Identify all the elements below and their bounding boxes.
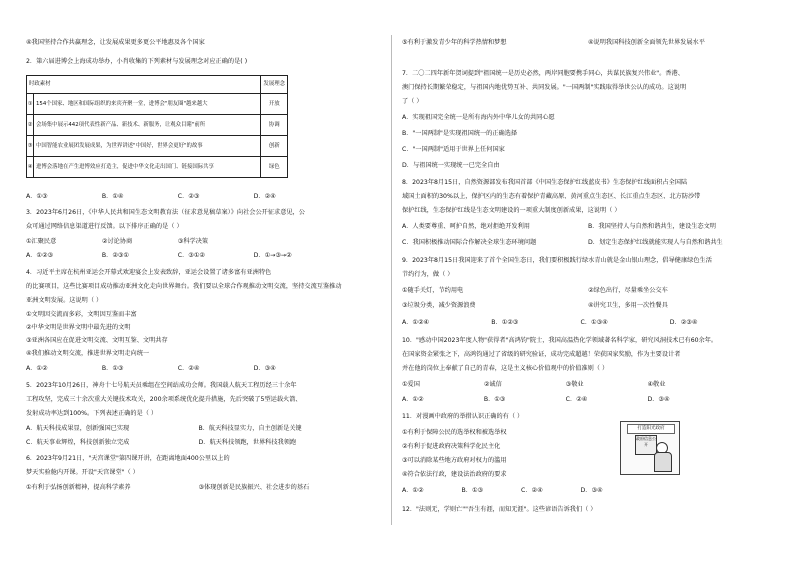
option-b[interactable]: B．②③① bbox=[101, 252, 129, 259]
option-a[interactable]: A．①② bbox=[402, 487, 424, 494]
item-1: ①爱国 bbox=[402, 381, 420, 388]
q9-stem: 9．2023年8月15日我国迎来了首个全国生态日，我们要积极践行绿水青山就是金山银山理念，倡导健康绿色生活 bbox=[402, 257, 712, 264]
table-header-cell: 时政素材 bbox=[27, 76, 261, 94]
table-cell: 进博会落地在产生进博效应打造主，促进中华文化走出国门、链接国际共享 bbox=[34, 157, 261, 178]
option-a[interactable]: A．航天科技成果显，创新强国已实现 bbox=[26, 425, 130, 432]
q9-items-row-2 bbox=[402, 302, 774, 310]
q11-item-1: ①有利于保障公民的选举权和被选举权 bbox=[402, 429, 507, 436]
option-b[interactable]: B．航天科技显实力，自主创新是关键 bbox=[198, 425, 302, 432]
item-2: ②讨论协商 bbox=[101, 238, 133, 245]
q2-options bbox=[26, 193, 371, 201]
q4-stem: 4．习近平主席在杭州亚运会开幕式欢迎宴会上发表致辞，亚运会设置了诸多富有亚洲特色 bbox=[26, 269, 272, 276]
option-c[interactable]: C．①③④ bbox=[580, 319, 608, 326]
table-cell: ② bbox=[27, 115, 34, 136]
item-1: ①随手关灯，节约用电 bbox=[402, 287, 464, 294]
option-b[interactable]: B．①③ bbox=[461, 487, 484, 494]
q10-stem-3: 并在他的岗位上奉献了自己的青春，这是主义核心价值观中的价值准则（ ） bbox=[402, 365, 609, 372]
q2-table bbox=[26, 75, 288, 178]
option-b[interactable]: B．我国坚持人与自然和谐共生，建设生态文明 bbox=[588, 223, 716, 230]
q11-item-3: ③可以消除某些地方政府对权力的滥用 bbox=[402, 457, 507, 464]
option-a[interactable]: A．人类要尊重、呵护自然，绝对拒绝开发利用 bbox=[402, 223, 530, 230]
q4-item-3: ③亚洲各国应在促进文明交流、文明互鉴、文明共存 bbox=[26, 337, 168, 344]
q3-stem: 3．2023年6月26日，《中华人民共和国生态文明教育法（征求意见稿草案）》向社会公开征求意见，公 bbox=[26, 209, 305, 216]
option-c[interactable]: C．航天事业辉煌，科技创新独立完成 bbox=[26, 439, 130, 446]
option-d[interactable]: D．航天科技领跑，世界科技我领跑 bbox=[198, 439, 297, 446]
table-cell: ④ bbox=[27, 157, 34, 178]
q7-option-b[interactable]: B．"一国两制"是实现祖国统一的正确选择 bbox=[402, 130, 518, 137]
table-cell: 协调 bbox=[261, 115, 288, 136]
table-cell: 开放 bbox=[261, 94, 288, 115]
q4-stem-2: 的比赛项目，这些比赛项目成功推动亚洲文化走向世界舞台。我们要以全球合作观推动文明交流，坚持交流互鉴推动 bbox=[26, 283, 342, 290]
q2-stem: 2．第六届进博会上海成功举办，小肖收集的下列素材与发展理念对应正确的是( ) bbox=[26, 58, 248, 65]
option-b[interactable]: B．①③ bbox=[101, 365, 124, 372]
q4-stem-3: 亚洲文明发展。这说明（ ） bbox=[26, 297, 103, 304]
q8-stem-2: 域国土面积的30%以上，保护区内的生态有着保护青藏高原、黄河重点生态区、长江重点生态区、北方防沙带 bbox=[402, 193, 701, 200]
q7-option-c[interactable]: C．"一国两制"适用于世界上任何国家 bbox=[402, 146, 505, 153]
person-body-icon bbox=[654, 452, 672, 472]
q3-options bbox=[26, 252, 371, 260]
option-c[interactable]: C．②④ bbox=[521, 487, 543, 494]
option-d[interactable]: D．③④ bbox=[580, 487, 603, 494]
option-b[interactable]: B．①②③ bbox=[491, 319, 519, 326]
q11-item-2: ②有利于促进政府决策科学化民主化 bbox=[402, 443, 501, 450]
option-d[interactable]: D．③④ bbox=[253, 365, 276, 372]
table-cell: ① bbox=[27, 94, 34, 115]
q6-stem-2: 梦天实验舱内开课。开设"天宫课堂"（ ） bbox=[26, 469, 139, 476]
q5-options-row-2 bbox=[26, 439, 371, 447]
table-cell: ③ bbox=[27, 136, 34, 157]
q5-stem: 5．2023年10月26日，神舟十七号航天员乘组在空间站成功会师。我国载人航天工程历经三十余年 bbox=[26, 382, 297, 389]
q11-item-4: ④符合依法行政，建设法治政府的要求 bbox=[402, 471, 507, 478]
q5-stem-3: 发射成功率达到100%。下列表述正确的是（ ） bbox=[26, 410, 158, 417]
option-b[interactable]: B．①③ bbox=[483, 396, 506, 403]
option-d[interactable]: D．③④ bbox=[647, 396, 670, 403]
table-cell: 中国智能农业展团发展成果，为世界讲述"中国好，世界会更好"的故事 bbox=[34, 136, 261, 157]
item-3: ③体现创新是民族振兴、社会进步的基石 bbox=[198, 484, 310, 491]
q6-items bbox=[26, 484, 371, 492]
q7-stem: 7．二〇二四年新年贺词提到"祖国统一是历史必然，两岸同胞要携手同心，共谋民族复兴伟业"。香港、 bbox=[402, 70, 684, 77]
item-3: ③垃圾分类，减少资源浪费 bbox=[402, 302, 476, 309]
q8-stem: 8．2023年8月15日，自然资源部发布我国首部《中国生态保护红线蓝皮书》生态保护红线面积占全国陆 bbox=[402, 179, 688, 186]
option-d[interactable]: D．②③④ bbox=[669, 319, 698, 326]
item-4: ④讲究卫生，多用一次性餐具 bbox=[588, 302, 668, 309]
q5-options-row-1 bbox=[26, 425, 371, 433]
cartoon-caption: 打造阳光政府 bbox=[627, 424, 675, 434]
option-c[interactable]: C．②③ bbox=[177, 193, 200, 200]
option-a[interactable]: A．①③ bbox=[26, 193, 48, 200]
q4-item-1: ①文明因交流而多彩，文明因互鉴而丰富 bbox=[26, 311, 137, 318]
table-header-cell: 发展理念 bbox=[261, 76, 288, 94]
option-a[interactable]: A．①② bbox=[26, 365, 48, 372]
item-3: ③科学决策 bbox=[177, 238, 209, 245]
q1-option-4: ④我国坚持合作共赢理念，让发展成果更多更公平地惠及各个国家 bbox=[26, 39, 205, 46]
item-2: ⑤有利于激发青少年的科学热情和梦想 bbox=[402, 39, 507, 46]
option-a[interactable]: A．①②③ bbox=[26, 252, 54, 259]
q12-stem: 12．"法则无，学则亡""吾生有涯，而知无涯"。这些谚语告诉我们（ ） bbox=[402, 506, 597, 513]
option-c[interactable]: C．②④ bbox=[177, 365, 200, 372]
item-4: ④敬业 bbox=[647, 381, 666, 388]
q7-option-d[interactable]: D．与祖国统一实现统一已完全自由 bbox=[402, 162, 500, 169]
option-a[interactable]: A．①② bbox=[402, 396, 424, 403]
option-a[interactable]: A．①②④ bbox=[402, 319, 430, 326]
column-divider bbox=[391, 35, 392, 525]
q10-stem: 10．"感动中国2023年度人物"获得者"高鸿钧"院士，我国高温热化学领域著名科学家，研究风洞技术已有60余年。 bbox=[402, 337, 718, 344]
table-cell: 154个国家、地区和国际组织的来宾齐聚一堂，进博会"朋友圈"越来越大 bbox=[34, 94, 261, 115]
government-cartoon bbox=[620, 421, 680, 475]
item-2: ②诚信 bbox=[483, 381, 502, 388]
q7-option-a[interactable]: A．实现祖国完全统一是所有海内外中华儿女的共同心愿 bbox=[402, 114, 555, 121]
q11-stem: 11．对漫画中政府的举措认识正确的有（ ） bbox=[402, 413, 524, 420]
q10-options bbox=[402, 396, 774, 404]
q11-options bbox=[402, 487, 774, 495]
option-d[interactable]: D．划定生态保护红线就能实现人与自然和谐共生 bbox=[588, 239, 723, 246]
q6-stem: 6．2023年9月21日，"天宫课堂"第四课开讲，在距离地面400公里以上的 bbox=[26, 455, 230, 462]
cartoon-screen: 政府信息公开 bbox=[635, 435, 657, 455]
q10-items bbox=[402, 381, 774, 389]
q3-items bbox=[26, 238, 371, 246]
item-3: ③敬业 bbox=[565, 381, 584, 388]
item-4: ④说明我国科技创新全面领先世界发展水平 bbox=[588, 39, 705, 46]
q4-options bbox=[26, 365, 371, 373]
table-row bbox=[27, 115, 288, 136]
option-d[interactable]: D．①→③→② bbox=[253, 252, 292, 259]
q7-stem-3: 了（ ） bbox=[402, 98, 423, 105]
item-1: ①汇聚民意 bbox=[26, 238, 57, 245]
option-b[interactable]: B．①④ bbox=[101, 193, 124, 200]
q8-stem-3: 保护红线，生态保护红线是生态文明建设的一项重大制度创新成果，这说明（ ） bbox=[402, 207, 621, 214]
table-cell: 创新 bbox=[261, 136, 288, 157]
table-row bbox=[27, 94, 288, 115]
table-cell: 会场集中展示442项代表性新产品、新技术、新服务，让观众目睹"前所 bbox=[34, 115, 261, 136]
q4-item-2: ②中华文明是世界文明中最先进的文明 bbox=[26, 324, 131, 331]
table-header-row bbox=[27, 76, 288, 94]
q10-stem-2: 在国家资金紧张之下，高鸿钧通过了省级的研究验证，成功完成超越！荣获国家奖励，作为主要设计者 bbox=[402, 351, 681, 358]
option-c[interactable]: C．②④ bbox=[565, 396, 588, 403]
item-1: ①有利于弘扬创新精神，提高科学素养 bbox=[26, 484, 131, 491]
q8-options-row-1 bbox=[402, 223, 774, 231]
q8-options-row-2 bbox=[402, 239, 774, 247]
q5-stem-2: 工程攻坚，完成三十余次重大关键技术攻关，200余项系统优化提升措施，先后突破了5型运载火箭、 bbox=[26, 396, 302, 403]
q7-stem-2: 澳门保持长期繁荣稳定，与祖国内地优势互补、共同发展。"一国两制"实践取得举世公认的成功。这说明 bbox=[402, 84, 687, 91]
q9-options bbox=[402, 319, 774, 327]
q9-items-row-1 bbox=[402, 287, 774, 295]
option-c[interactable]: C．我国积极推动国际合作解决全球生态环境问题 bbox=[402, 239, 537, 246]
table-row bbox=[27, 136, 288, 157]
q4-item-4: ④我们推动文明交流，推进世界文明走向统一 bbox=[26, 350, 150, 357]
item-2: ②绿色出行，尽量乘坐公交车 bbox=[588, 287, 668, 294]
option-c[interactable]: C．③①② bbox=[177, 252, 205, 259]
table-row bbox=[27, 157, 288, 178]
option-d[interactable]: D．②④ bbox=[253, 193, 276, 200]
q6-items-cont bbox=[402, 39, 774, 47]
q9-stem-2: 节约行为，做（ ） bbox=[402, 271, 454, 278]
table-cell: 绿色 bbox=[261, 157, 288, 178]
q3-stem-2: 众可通过网络信息渠道进行反馈。以下排序正确的是（ ） bbox=[26, 223, 183, 230]
